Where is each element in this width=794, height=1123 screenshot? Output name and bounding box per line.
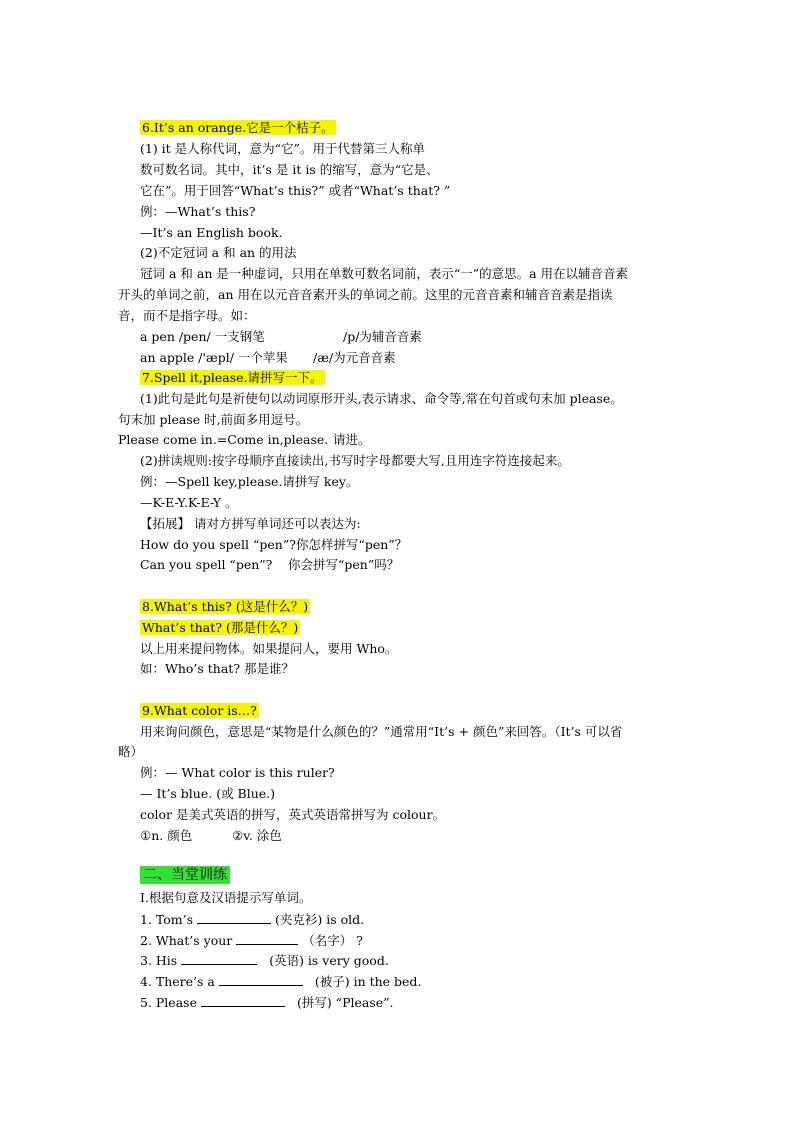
extension-example-translation: 你怎样拼写“pen”？ xyxy=(296,537,408,552)
section-6-paragraph: 音，而不是指字母。如： xyxy=(118,308,256,323)
section-9-paragraph: 略） xyxy=(118,744,144,759)
section-8-line: 如：Who’s that? 那是谁？ xyxy=(140,661,295,676)
exercise-item: 3. His (英语) is very good. xyxy=(140,953,389,968)
meaning-verb: ②v. 涂色 xyxy=(232,828,282,843)
answer-blank[interactable] xyxy=(201,994,285,1007)
extension-example: How do you spell “pen”? xyxy=(140,537,296,552)
practice-heading: 二、当堂训练 xyxy=(140,867,230,883)
section-7-paragraph: (2)拼读规则:按字母顺序直接读出,书写时字母都要大写,且用连字符连接起来。 xyxy=(140,453,570,468)
exercise-item: 5. Please (拼写) “Please”. xyxy=(140,995,394,1010)
answer-blank[interactable] xyxy=(181,952,257,965)
section-7-paragraph: 句末加 please 时,前面多用逗号。 xyxy=(118,412,309,427)
section-6-paragraph: 冠词 a 和 an 是一种虚词，只用在单数可数名词前，表示“一”的意思。a 用在以辅音音素 xyxy=(140,266,629,281)
section-6-example: —It’s an English book. xyxy=(140,225,283,240)
exercise-item: 2. What’s your （名字） ? xyxy=(140,933,363,948)
example-a-pen: a pen /pen/ 一支钢笔 xyxy=(140,329,265,344)
section-6-example: 例：—What’s this? xyxy=(140,204,256,219)
section-8-heading: What’s that? (那是什么？) xyxy=(142,620,299,635)
section-7-heading: 7.Spell it,please.请拼写一下。 xyxy=(142,370,323,385)
exercise-item: 1. Tom’s (夹克衫) is old. xyxy=(140,912,365,927)
section-6-paragraph: 开头的单词之前，an 用在以元音音素开头的单词之前。这里的元音音素和辅音音素是指读 xyxy=(118,287,613,302)
section-6-line: 它在”。用于回答“What’s this?” 或者“What’s that? ” xyxy=(140,183,451,198)
extension-label: 【拓展】 请对方拼写单词还可以表达为: xyxy=(140,516,361,531)
section-7-example: —K-E-Y.K-E-Y 。 xyxy=(140,495,238,510)
answer-blank[interactable] xyxy=(219,973,303,986)
section-7-example: 例：—Spell key,please.请拼写 key。 xyxy=(140,474,359,489)
section-7-example: Please come in.=Come in,please. xyxy=(118,432,329,447)
exercise-item: 4. There’s a (被子) in the bed. xyxy=(140,974,422,989)
section-9-example: 例：— What color is this ruler? xyxy=(140,765,335,780)
extension-example-translation: 你会拼写“pen”吗？ xyxy=(288,557,400,572)
section-9-example: — It’s blue. (或 Blue.) xyxy=(140,786,276,801)
extension-example: Can you spell “pen”? xyxy=(140,557,273,572)
example-a-pen-note: /p/为辅音音素 xyxy=(343,329,422,344)
section-9-paragraph: 用来询问颜色，意思是“某物是什么颜色的？”通常用“It’s + 颜色”来回答。（It’s 可以省 xyxy=(140,724,623,739)
section-6-subheading: (2)不定冠词 a 和 an 的用法 xyxy=(140,245,297,260)
example-an-apple-note: /æ/为元音音素 xyxy=(313,350,396,365)
section-9-line: color 是美式英语的拼写，英式英语常拼写为 colour。 xyxy=(140,807,446,822)
practice-instruction: I.根据句意及汉语提示写单词。 xyxy=(140,890,312,905)
section-8-heading: 8.What’s this? (这是什么？) xyxy=(142,599,309,614)
section-9-heading: 9.What color is…? xyxy=(142,703,257,718)
section-6-line: 数可数名词。其中，it’s 是 it is 的缩写，意为“它是、 xyxy=(140,162,439,177)
section-6-heading: 6.It’s an orange.它是一个桔子。 xyxy=(142,120,334,135)
meaning-noun: ①n. 颜色 xyxy=(140,828,193,843)
section-7-paragraph: (1)此句是此句是祈使句以动词原形开头,表示请求、命令等,常在句首或句末加 please。 xyxy=(140,391,623,406)
answer-blank[interactable] xyxy=(197,911,271,924)
answer-blank[interactable] xyxy=(236,932,298,945)
section-7-example-translation: 请进。 xyxy=(333,432,371,447)
example-an-apple: an apple /'æpl/ 一个苹果 xyxy=(140,350,288,365)
section-8-line: 以上用来提问物体。如果提问人，要用 Who。 xyxy=(140,641,398,656)
section-6-line: (1) it 是人称代词，意为“它”。用于代替第三人称单 xyxy=(140,141,425,156)
